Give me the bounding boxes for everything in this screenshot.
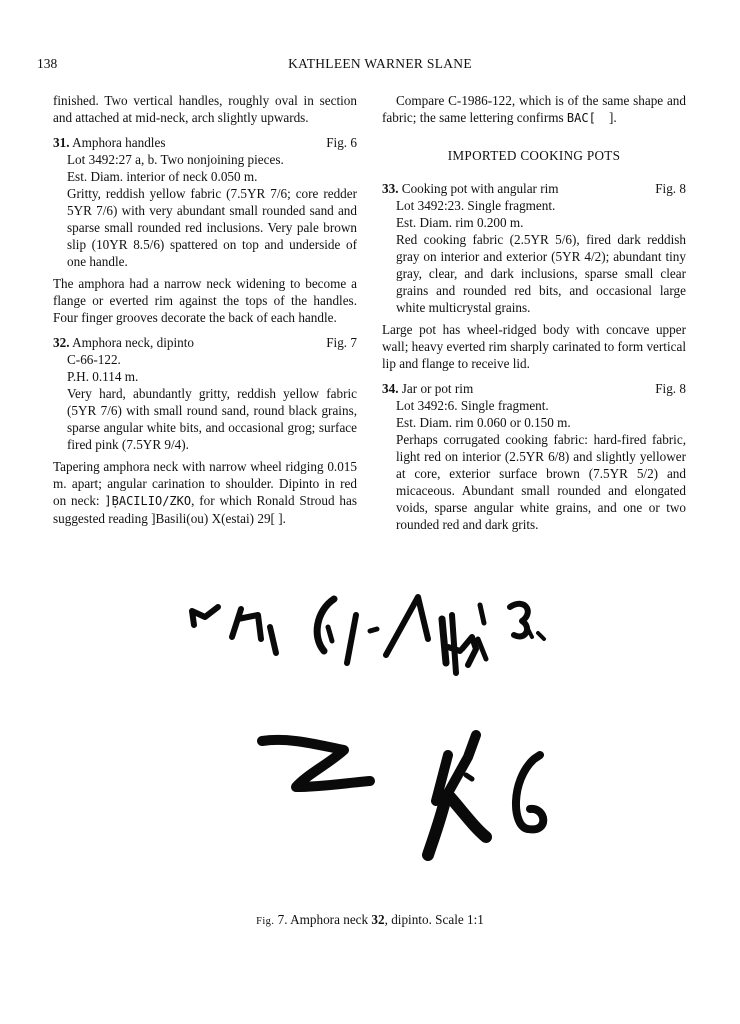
entry-heading [382, 180, 686, 197]
compare-paragraph [382, 92, 686, 127]
letter-stroke [478, 605, 486, 659]
entry-number: 34. [382, 381, 399, 396]
left-column [53, 92, 357, 527]
letter-stroke [328, 627, 332, 641]
entry-description [53, 458, 357, 527]
intro-paragraph: finished. Two vertical handles, roughly oval in section and attached at mid-neck, arch slightly upwards. [53, 93, 357, 125]
compare-text-end: ]. [595, 110, 617, 125]
section-title: IMPORTED COOKING POTS [447, 148, 621, 163]
catalogue-entry-34 [382, 380, 686, 533]
entry-title: Cooking pot with angular rim [401, 181, 559, 196]
letter-stroke [442, 619, 446, 663]
entry-number: 32. [53, 335, 70, 350]
catalogue-entry-31 [53, 134, 357, 326]
figure-reference: Fig. 8 [655, 381, 686, 396]
lettering-transcription: BAC[ [566, 111, 596, 125]
letter-stroke [466, 775, 472, 779]
letter-stroke [510, 604, 528, 637]
right-column [382, 92, 686, 533]
letter-stroke [516, 755, 543, 829]
diameter-line: Est. Diam. rim 0.200 m. [396, 215, 524, 230]
caption-entry-number: 32 [371, 912, 385, 927]
caption-text: 7. Amphora neck [274, 912, 372, 927]
description-text: Tapering amphora neck with narrow wheel ridging 0.015 m. apart; angular carination to shoulder. Dipinto in red on neck: [53, 459, 357, 508]
caption-text-end: , dipinto. Scale 1:1 [384, 912, 484, 927]
fabric-description: Very hard, abundantly gritty, reddish yellow fabric (5YR 7/6) with small round sand, round black grains, sparse angular white bits, and occasional grog; surface fired pink (7.5YR 9/4). [67, 386, 357, 452]
letter-stroke [462, 637, 476, 665]
inventory-number: C-66-122. [67, 352, 121, 367]
letter-stroke [450, 797, 486, 837]
entry-title: Jar or pot rim [401, 381, 474, 396]
page-header [37, 56, 703, 76]
entry-heading [382, 380, 686, 397]
letter-stroke [192, 607, 218, 625]
diameter-line: Est. Diam. interior of neck 0.050 m. [67, 169, 258, 184]
catalogue-entry-33 [382, 180, 686, 372]
lot-line: Lot 3492:23. Single fragment. [396, 198, 556, 213]
letter-stroke [232, 609, 261, 639]
letter-stroke [436, 735, 476, 801]
letter-stroke [528, 629, 544, 639]
letter-stroke [370, 629, 377, 631]
lot-line: Lot 3492:6. Single fragment. [396, 398, 549, 413]
diameter-line: Est. Diam. rim 0.060 or 0.150 m. [396, 415, 571, 430]
description-text-continued: , for which Ronald Stroud has suggested reading ]Basili(ou) X(estai) 29[ ]. [53, 493, 357, 526]
figure-reference: Fig. 6 [326, 135, 357, 150]
figure-reference: Fig. 7 [326, 335, 357, 350]
figure-caption [0, 912, 740, 928]
entry-description: Large pot has wheel-ridged body with concave upper wall; heavy everted rim sharply carinated to form vertical lip and flange to receive lid. [382, 322, 686, 371]
letter-stroke [347, 615, 356, 663]
fabric-description: Perhaps corrugated cooking fabric: hard-fired fabric, light red on interior (2.5YR 6/8) and slightly yellower at core, exterior surface brown (7.5YR 5/2) and micaceous. Abundant small rounded and elongated voids, sparse angular white grains, and one or two rounded red and dark grits. [396, 432, 686, 532]
running-head: KATHLEEN WARNER SLANE [288, 56, 472, 71]
letter-stroke [262, 740, 370, 787]
entry-title: Amphora neck, dipinto [72, 335, 195, 350]
entry-heading [53, 334, 357, 351]
entry-number: 33. [382, 181, 399, 196]
dipinto-drawing [0, 575, 740, 895]
entry-number: 31. [53, 135, 70, 150]
dipinto-transcription: ]ḄACILIO/ZKO [104, 494, 192, 508]
letter-stroke [448, 615, 460, 673]
page-number: 138 [37, 56, 58, 71]
entry-heading [53, 134, 357, 151]
letter-stroke [386, 597, 428, 655]
figure-label: Fig. [256, 916, 275, 927]
fabric-description: Gritty, reddish yellow fabric (7.5YR 7/6; core redder 5YR 7/6) with very abundant small rounded sand and sparse small rounded red inclusions. Very pale brown slip (10YR 8.5/6) spattered on top and underside of one handle. [67, 186, 357, 269]
lot-line: Lot 3492:27 a, b. Two nonjoining pieces. [67, 152, 284, 167]
catalogue-entry-32 [53, 334, 357, 527]
compare-text: Compare C-1986-122, which is of the same shape and fabric; the same lettering confirms [382, 93, 686, 125]
entry-title: Amphora handles [72, 135, 166, 150]
height-line: P.H. 0.114 m. [67, 369, 139, 384]
letter-stroke [270, 627, 276, 653]
entry-description: The amphora had a narrow neck widening to become a flange or everted rim against the tops of the handles. Four finger grooves decorate the back of each handle. [53, 276, 357, 325]
fabric-description: Red cooking fabric (2.5YR 5/6), fired dark reddish gray on interior and exterior (5YR 4/2); abundant tiny gray, clear, and dark inclusions, sparse small clear grains and rounded red bits, and occasional large white multicrystal grains. [396, 232, 686, 315]
figure-reference: Fig. 8 [655, 181, 686, 196]
